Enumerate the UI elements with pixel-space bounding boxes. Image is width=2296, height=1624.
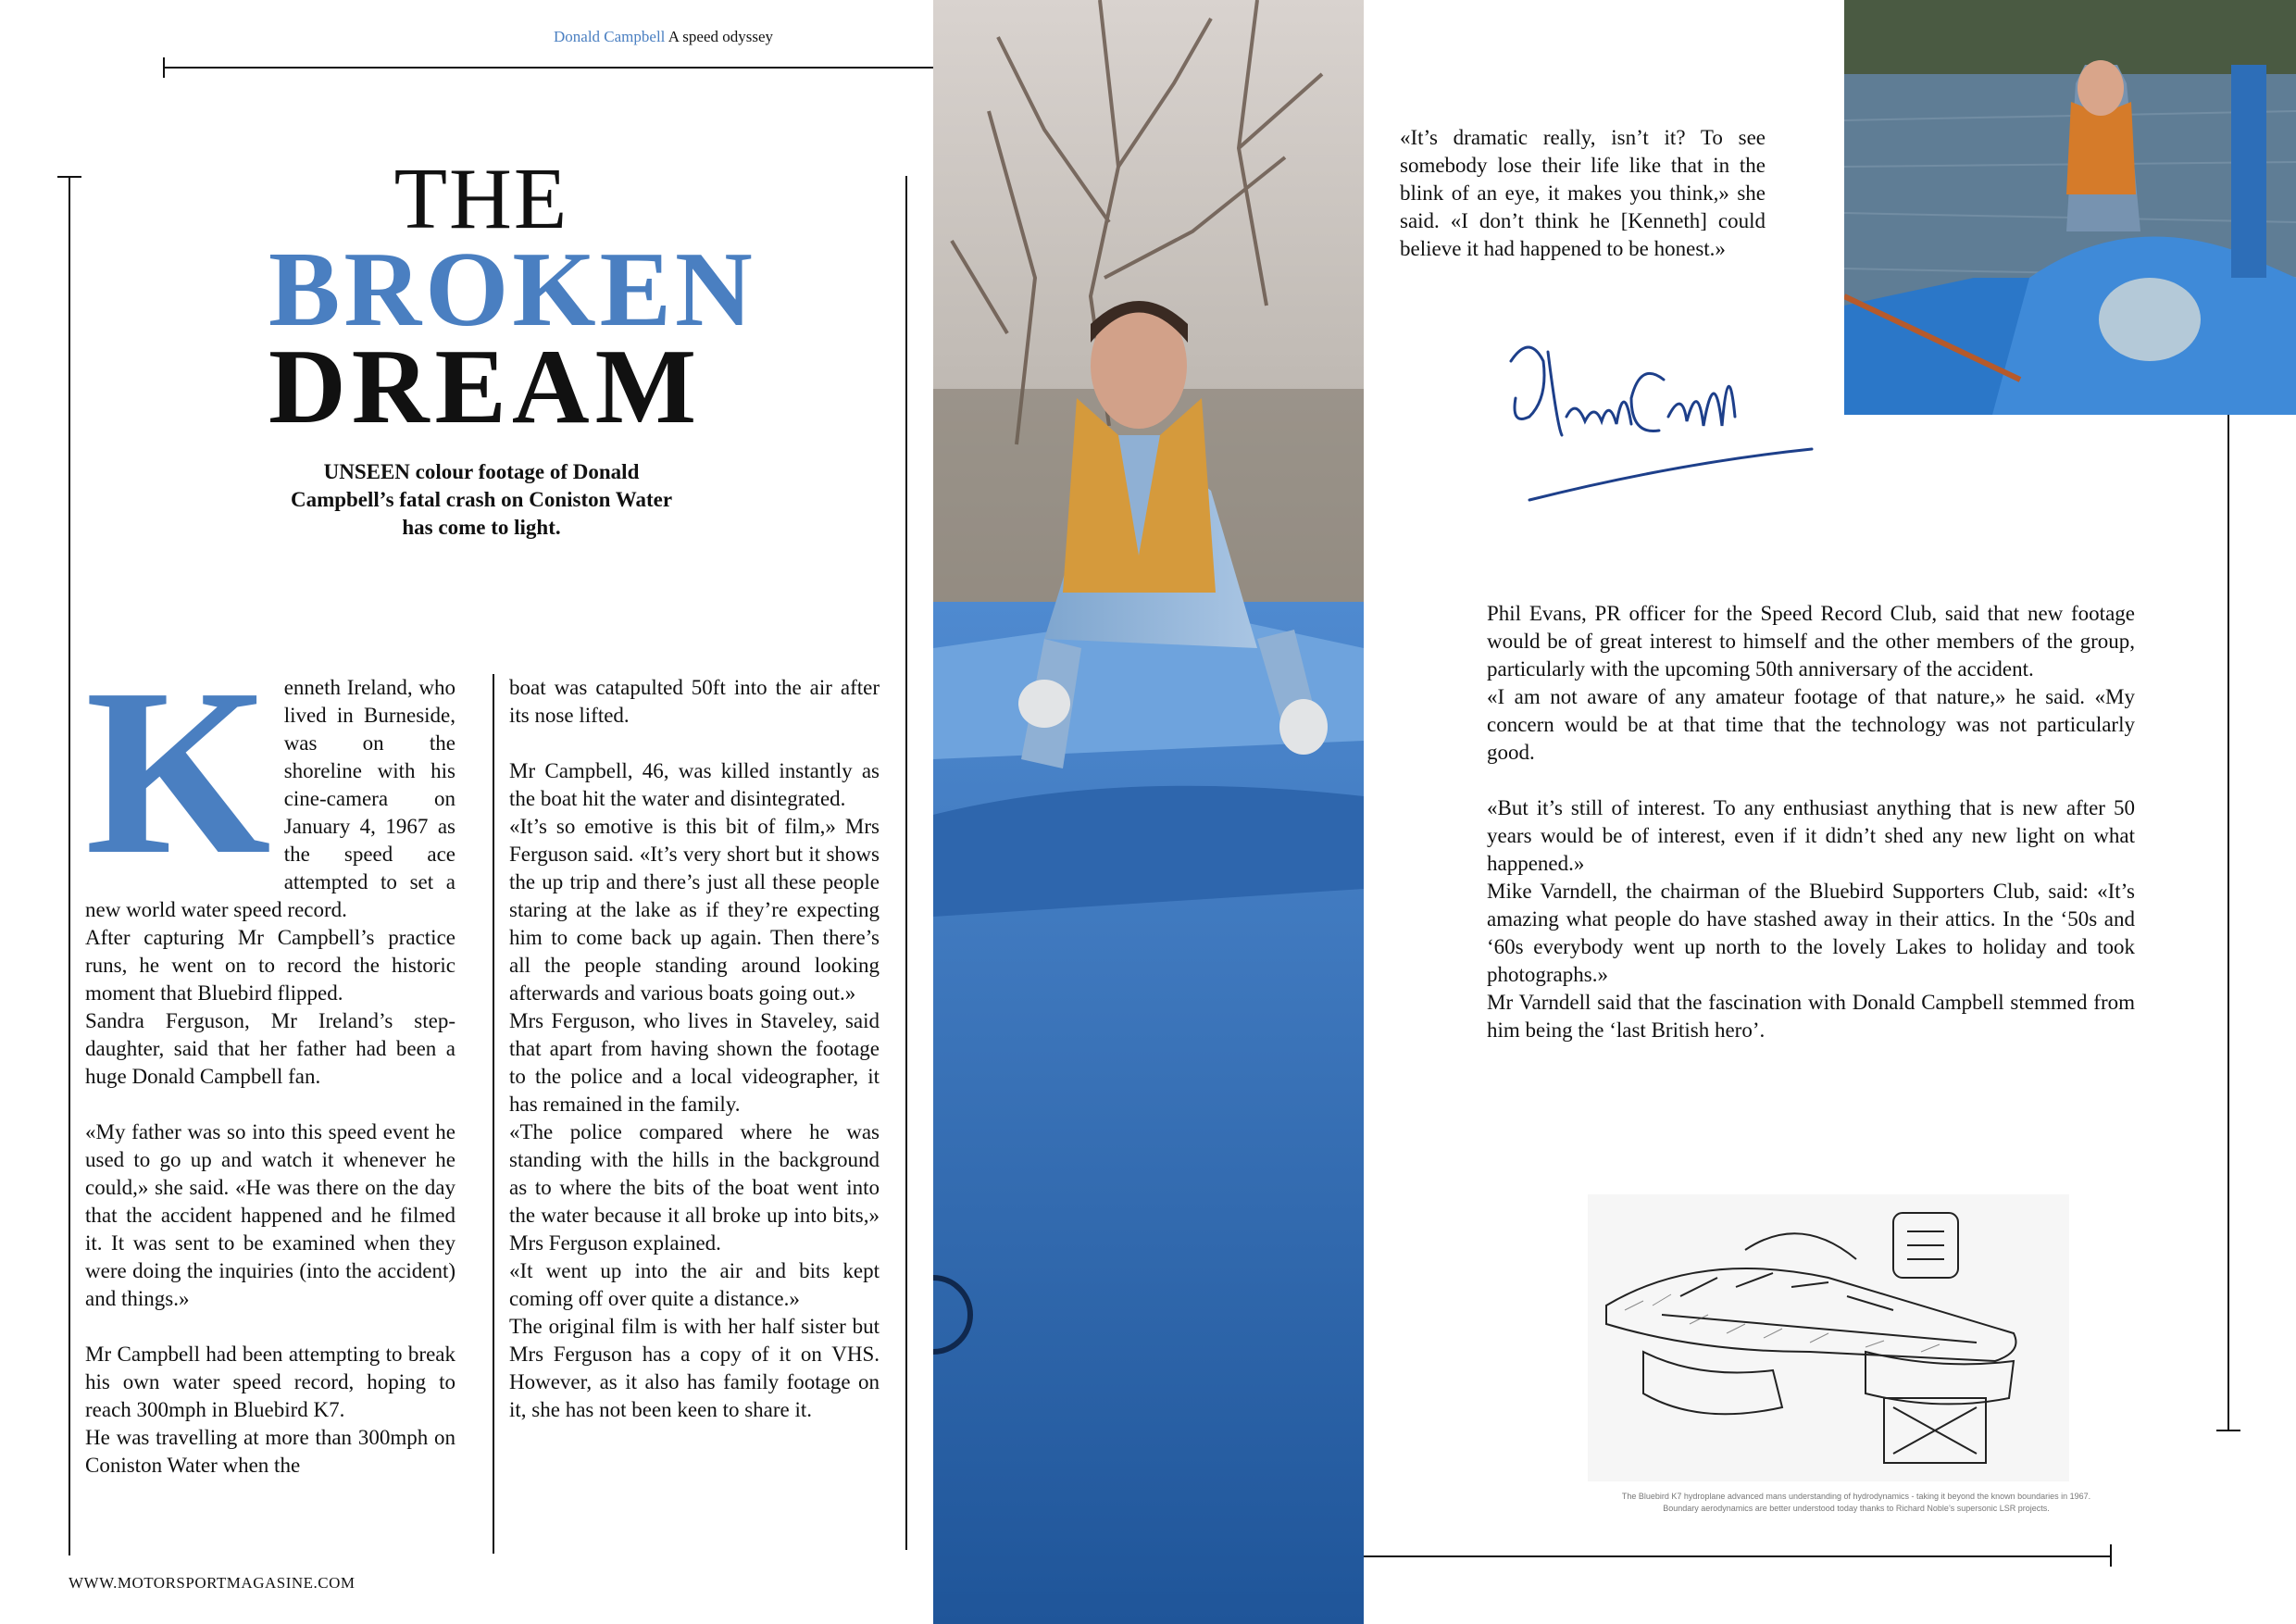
cutaway-graphic bbox=[1588, 1194, 2069, 1481]
header-subtitle: A speed odyssey bbox=[668, 28, 774, 45]
photo-campbell-in-bluebird bbox=[933, 0, 1364, 1624]
paragraph: Mike Varndell, the chairman of the Bluebird Supporters Club, said: «It’s amazing what people do have stashed away in their attics. In the ‘50s and ‘60s everybody went up north to the lovely Lakes to holiday and took photographs.» bbox=[1487, 880, 2135, 986]
footer-url: WWW.MOTORSPORTMAGASINE.COM bbox=[69, 1574, 356, 1592]
paragraph: The original film is with her half sister but Mrs Ferguson has a copy of it on VHS. However, as it also has family footage on it, she has not been keen to share it. bbox=[509, 1315, 880, 1421]
article-column-2 bbox=[509, 674, 880, 1424]
right-vertical-rule bbox=[2227, 415, 2229, 1431]
header-section: Donald Campbell bbox=[554, 28, 666, 45]
pull-quote bbox=[1400, 124, 1766, 263]
top-rule-tick bbox=[163, 57, 165, 78]
right-vertical-rule-tick bbox=[2216, 1430, 2240, 1431]
column-divider-1 bbox=[493, 674, 494, 1554]
bottom-rule-tick bbox=[2110, 1544, 2112, 1567]
title-line-3: DREAM bbox=[268, 328, 703, 446]
standfirst: UNSEEN colour footage of Donald Campbell’s fatal crash on Coniston Water has come to light. bbox=[290, 460, 673, 539]
running-header bbox=[554, 28, 773, 46]
article-column-3 bbox=[1487, 600, 2135, 1044]
signature-image bbox=[1492, 324, 1826, 509]
top-rule bbox=[163, 67, 933, 69]
paragraph: Mr Varndell said that the fascination with Donald Campbell stemmed from him being the ‘last British hero’. bbox=[1487, 991, 2135, 1042]
paragraph: «It went up into the air and bits kept coming off over quite a distance.» bbox=[509, 1259, 880, 1310]
paragraph: «I am not aware of any amateur footage of that nature,» he said. «My concern would be at that time that the technology was not particularly good. bbox=[1487, 685, 2135, 764]
column-divider-2 bbox=[905, 176, 907, 1550]
paragraph: «It’s so emotive is this bit of film,» Mrs Ferguson said. «It’s very short but it shows the up trip and there’s just all these people staring at the lake as if they’re expecting him to come back up again. Then there’s all the people standing around looking afterwards and various boats going out.» bbox=[509, 815, 880, 1005]
photo-campbell-in-bluebird-graphic bbox=[933, 0, 1364, 1624]
paragraph: After capturing Mr Campbell’s practice runs, he went on to record the historic moment that Bluebird flipped. bbox=[85, 926, 455, 1005]
paragraph: Sandra Ferguson, Mr Ireland’s step-daughter, said that her father had been a huge Donald Campbell fan. bbox=[85, 1009, 455, 1088]
paragraph: «My father was so into this speed event he used to go up and watch it whenever he could,» she said. «He was there on the day that the accident happened and he filmed it. It was sent to be examined when they were doing the inquiries (into the accident) and things.» bbox=[85, 1120, 455, 1310]
quote-text: «It’s dramatic really, isn’t it? To see somebody lose their life like that in the blink of an eye, it makes you think,» she said. «I don’t think he [Kenneth] could believe it had happened to be honest.» bbox=[1400, 126, 1766, 260]
paragraph: enneth Ireland, who lived in Burneside, was on the shoreline with his cine-camera on January 4, 1967 as the speed ace attempted to set a new world water speed record. bbox=[85, 676, 455, 921]
paragraph: Phil Evans, PR officer for the Speed Record Club, said that new footage would be of great interest to himself and the other members of the group, particularly with the upcoming 50th anniversary of the accident. bbox=[1487, 602, 2135, 681]
paragraph: He was travelling at more than 300mph on Coniston Water when the bbox=[85, 1426, 455, 1477]
drawing-caption: The Bluebird K7 hydroplane advanced mans understanding of hydrodynamics - taking it beyond the known boundaries in 1967. Boundary aerodynamics are better understood today thanks to Richard Noble’s supersonic LSR projects. bbox=[1621, 1492, 2091, 1513]
bottom-rule bbox=[1364, 1555, 2112, 1557]
title-line-2: BROKEN bbox=[268, 231, 756, 349]
left-vertical-rule-tick bbox=[57, 176, 81, 178]
left-vertical-rule bbox=[69, 176, 70, 1555]
paragraph: «But it’s still of interest. To any enthusiast anything that is new after 50 years would be of interest, even if it didn’t shed any new light on what happened.» bbox=[1487, 796, 2135, 875]
paragraph: Mr Campbell, 46, was killed instantly as the boat hit the water and disintegrated. bbox=[509, 759, 880, 810]
article-column-1 bbox=[85, 639, 455, 1480]
title-line-1: THE bbox=[393, 151, 569, 247]
bluebird-k7-cutaway-drawing bbox=[1588, 1194, 2069, 1481]
drop-cap: K bbox=[85, 639, 271, 904]
photo-campbell-on-lake-graphic bbox=[1844, 0, 2296, 415]
signature-text: Donald Campbell bbox=[1492, 324, 1500, 325]
paragraph: «The police compared where he was standing with the hills in the background as to where the bits of the boat went into the water because it all broke up into bits,» Mrs Ferguson explained. bbox=[509, 1120, 880, 1255]
paragraph: boat was catapulted 50ft into the air after its nose lifted. bbox=[509, 676, 880, 727]
paragraph: Mr Campbell had been attempting to break his own water speed record, hoping to reach 300mph in Bluebird K7. bbox=[85, 1343, 455, 1421]
paragraph: Mrs Ferguson, who lives in Staveley, said that apart from having shown the footage to the police and a local videographer, it has remained in the family. bbox=[509, 1009, 880, 1116]
photo-campbell-on-lake bbox=[1844, 0, 2296, 415]
signature-graphic bbox=[1492, 324, 1826, 509]
